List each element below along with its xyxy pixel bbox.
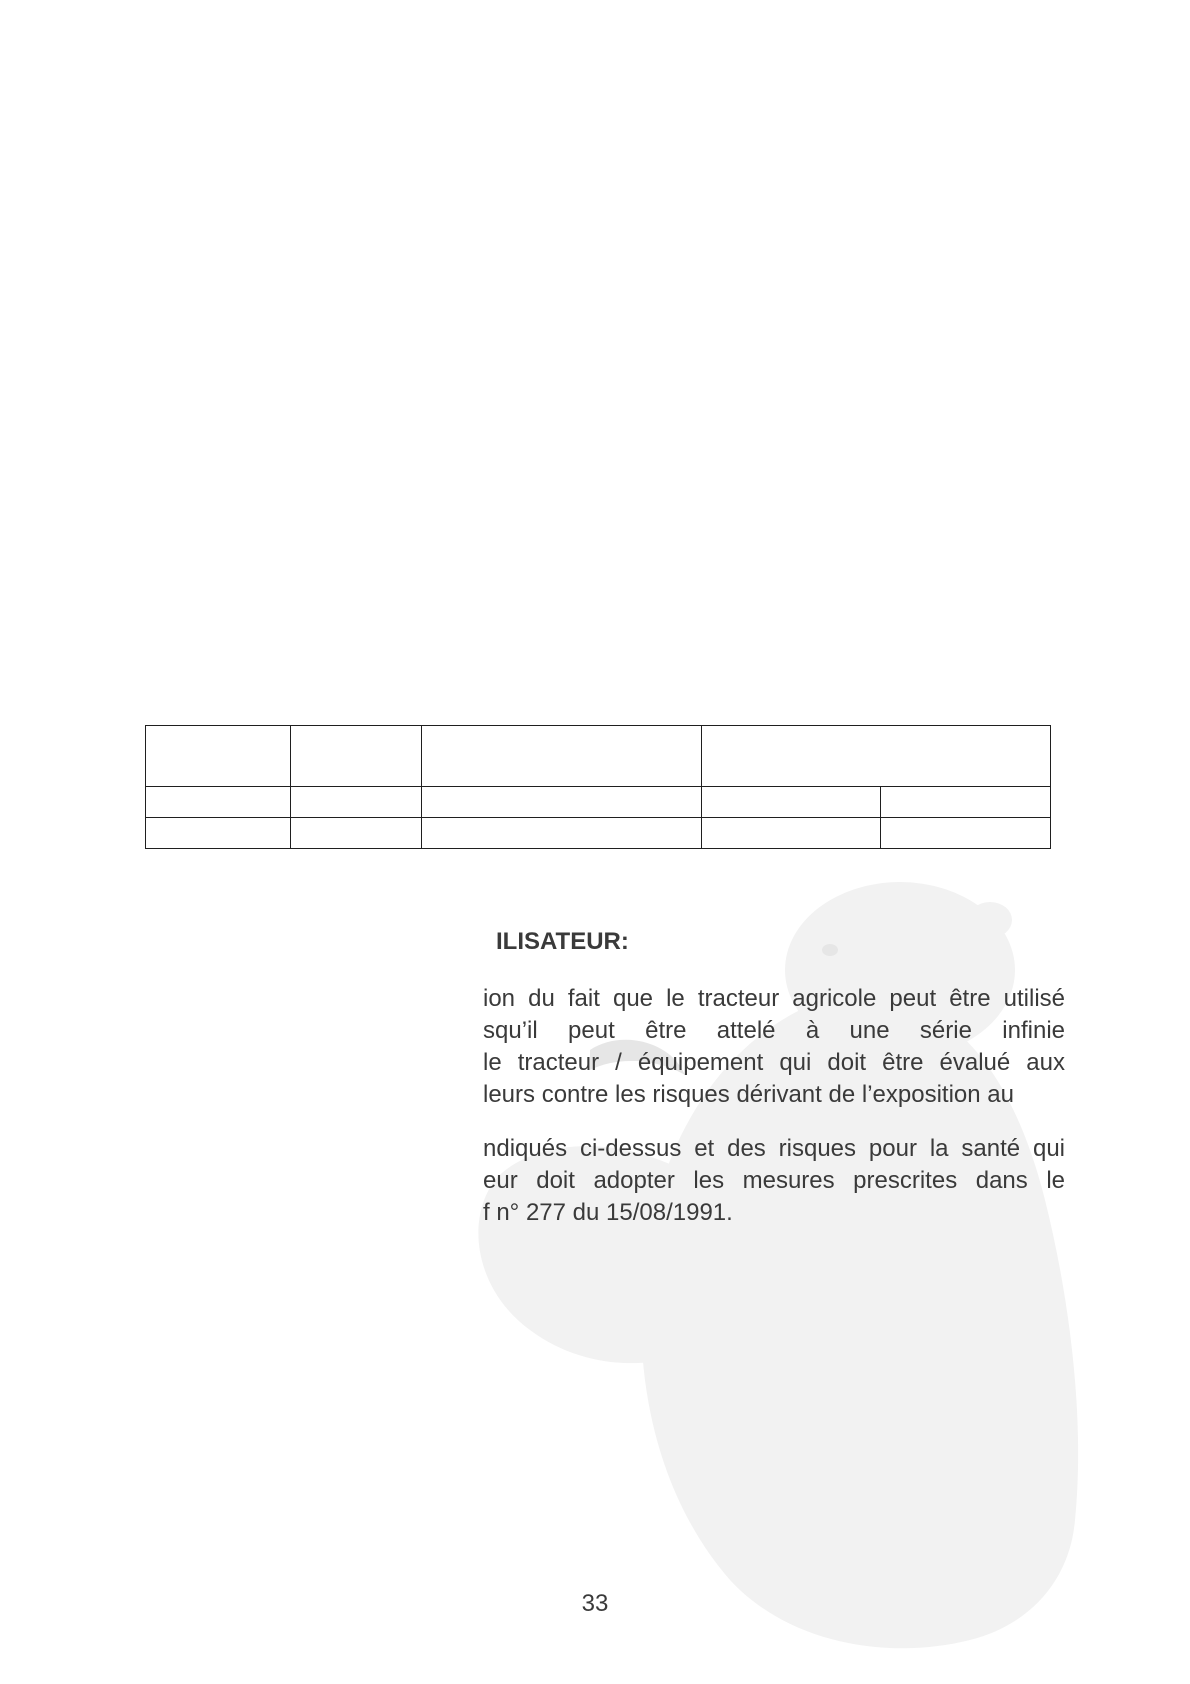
table-row <box>146 818 1051 849</box>
table-cell <box>702 787 881 818</box>
table-cell <box>146 726 291 787</box>
paragraph-line: leurs contre les risques dérivant de l’exposition au <box>483 1081 1014 1108</box>
table-cell <box>291 818 422 849</box>
paragraph-line: le tracteur / équipement qui doit être évalué aux <box>483 1049 1065 1076</box>
page-number: 33 <box>581 1590 609 1617</box>
table-cell <box>146 818 291 849</box>
paragraph-1 <box>483 983 1065 1111</box>
table-header-row <box>146 726 1051 787</box>
table-cell <box>702 818 881 849</box>
paragraph-line: f n° 277 du 15/08/1991. <box>483 1199 733 1226</box>
table-cell <box>291 787 422 818</box>
paragraph-line: ndiqués ci-dessus et des risques pour la santé qui <box>483 1135 1065 1162</box>
section-heading: ILISATEUR: <box>496 928 629 955</box>
table-cell <box>422 726 702 787</box>
table-cell <box>422 818 702 849</box>
paragraph-line: squ’il peut être attelé à une série infinie <box>483 1017 1065 1044</box>
table-cell <box>291 726 422 787</box>
paragraph-line: ion du fait que le tracteur agricole peut être utilisé <box>483 985 1065 1012</box>
empty-table <box>145 725 1051 849</box>
table-cell <box>422 787 702 818</box>
table-cell <box>146 787 291 818</box>
paragraph-line: eur doit adopter les mesures prescrites dans le <box>483 1167 1065 1194</box>
table-row <box>146 787 1051 818</box>
table-cell <box>881 818 1051 849</box>
table-cell <box>702 726 1051 787</box>
paragraph-2 <box>483 1133 1065 1229</box>
table-cell <box>881 787 1051 818</box>
